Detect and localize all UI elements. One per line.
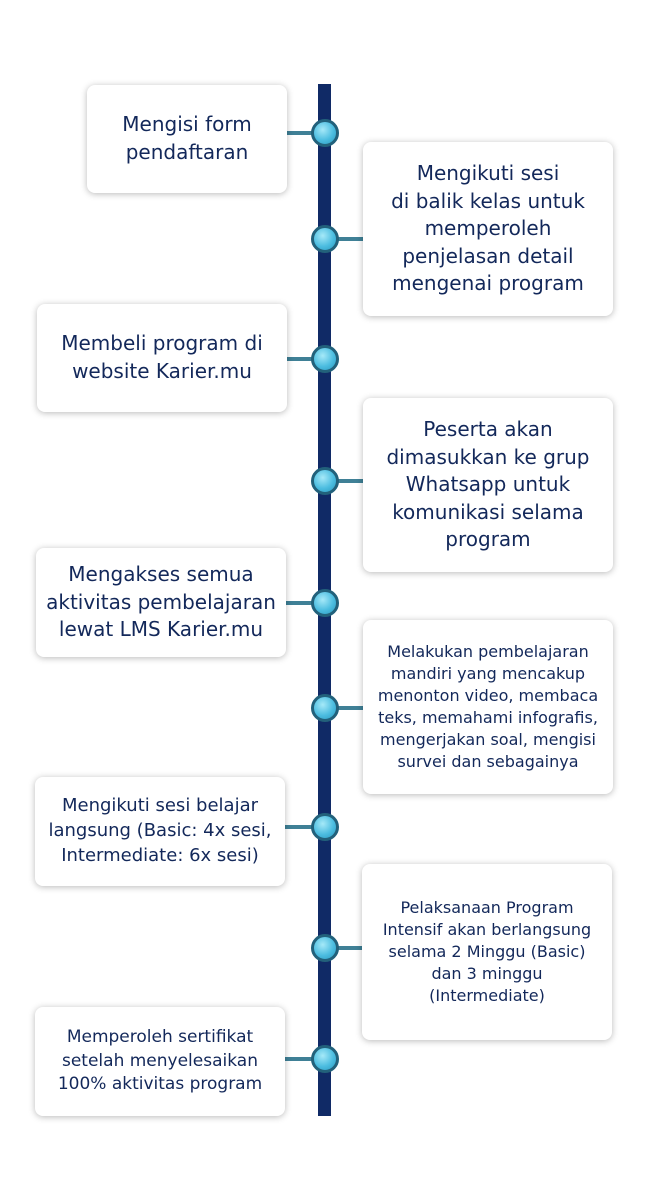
timeline-node-9 — [311, 1045, 339, 1073]
step-card-7 — [35, 777, 285, 886]
step-text-6: Melakukan pembelajaran mandiri yang mencakup menonton video, membaca teks, memahami infografis, mengerjakan soal, mengisi survei dan sebagainya — [377, 641, 599, 772]
timeline-node-3 — [311, 345, 339, 373]
step-card-2 — [363, 142, 613, 316]
step-card-4 — [363, 398, 613, 572]
step-text-4: Peserta akan dimasukkan ke grup Whatsapp untuk komunikasi selama program — [386, 417, 590, 552]
step-card-9 — [35, 1007, 285, 1116]
step-text-9: Memperoleh sertifikat setelah menyelesaikan 100% aktivitas program — [57, 1027, 263, 1095]
timeline-node-7 — [311, 813, 339, 841]
timeline-node-6 — [311, 694, 339, 722]
timeline-node-4 — [311, 467, 339, 495]
step-text-5: Mengakses semua aktivitas pembelajaran lewat LMS Karier.mu — [46, 562, 276, 642]
step-card-8 — [362, 864, 612, 1040]
timeline-node-2 — [311, 225, 339, 253]
step-text-1: Mengisi form pendaftaran — [122, 112, 252, 164]
step-text-3: Membeli program di website Karier.mu — [61, 331, 263, 383]
step-card-6 — [363, 620, 613, 794]
timeline-node-5 — [311, 589, 339, 617]
step-text-8: Pelaksanaan Program Intensif akan berlangsung selama 2 Minggu (Basic) dan 3 minggu (Intermediate) — [382, 897, 592, 1006]
step-card-3 — [37, 304, 287, 412]
step-card-1 — [87, 85, 287, 193]
timeline-node-1 — [311, 119, 339, 147]
step-text-7: Mengikuti sesi belajar langsung (Basic: 4x sesi, Intermediate: 6x sesi) — [48, 795, 272, 866]
timeline-node-8 — [311, 934, 339, 962]
step-text-2: Mengikuti sesi di balik kelas untuk memperoleh penjelasan detail mengenai program — [391, 161, 585, 296]
step-card-5 — [36, 548, 286, 657]
